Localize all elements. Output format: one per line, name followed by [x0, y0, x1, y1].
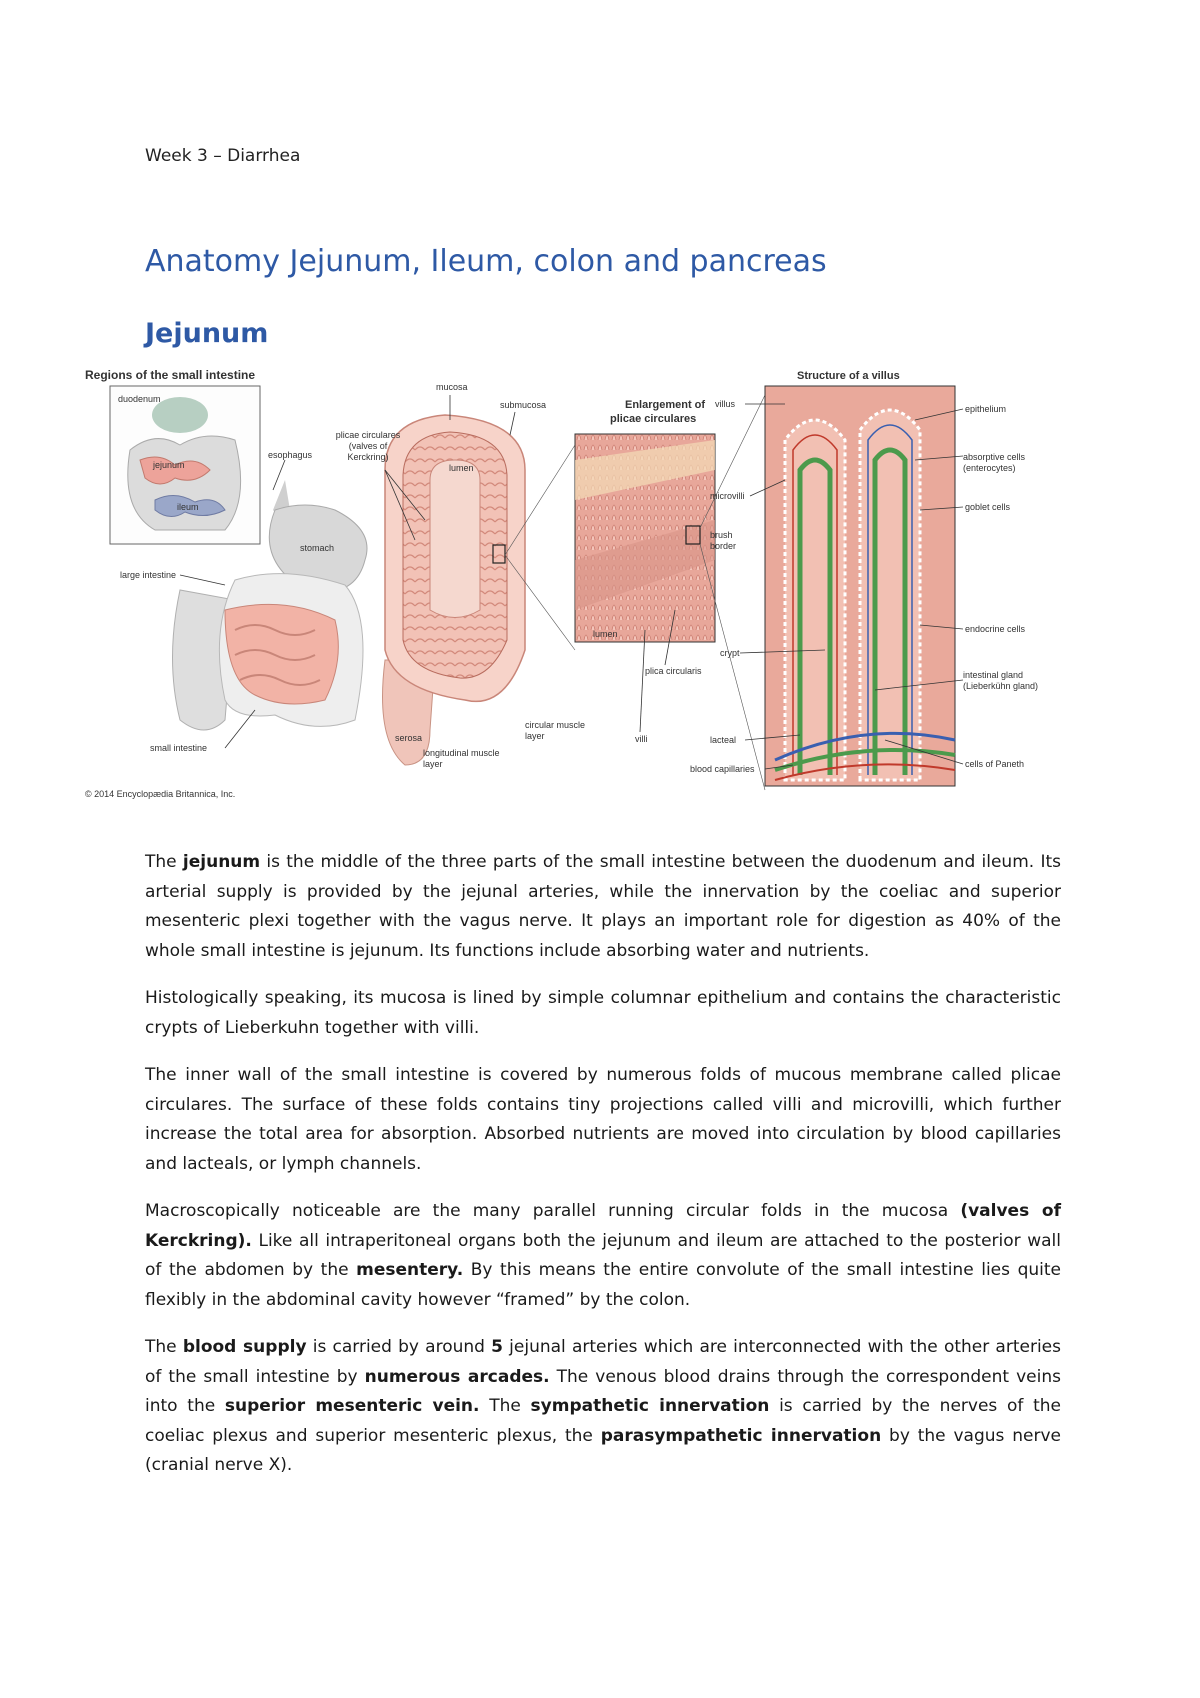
- label-crypt: crypt: [720, 648, 740, 658]
- paragraph-4: Macroscopically noticeable are the many parallel running circular folds in the mucosa (valves of Kerckring). Like all intraperitoneal organs both the jejunum and ileum are attached to the posterior wall of the abdomen by the mesentery. By this means the entire convolute of the small intestine lies quite flexibly in the abdominal cavity however “framed” by the colon.: [145, 1201, 1061, 1310]
- page-title: Anatomy Jejunum, Ileum, colon and pancreas: [145, 244, 827, 279]
- inset-label-jejunum: jejunum: [153, 460, 185, 470]
- label-absorptive-cells: absorptive cells (enterocytes): [963, 452, 1026, 473]
- label-plica-circularis: plica circularis: [645, 666, 702, 676]
- body-text: [145, 848, 1061, 1499]
- enlargement-title-line1: Enlargement of: [625, 399, 706, 411]
- label-esophagus: esophagus: [268, 450, 313, 460]
- paragraph-2: Histologically speaking, its mucosa is lined by simple columnar epithelium and contains the characteristic crypts of Lieberkuhn together with villi.: [145, 988, 1061, 1038]
- label-epithelium: epithelium: [965, 404, 1007, 414]
- label-microvilli: microvilli: [710, 491, 745, 501]
- label-longitudinal-muscle: longitudinal muscle layer: [423, 748, 500, 769]
- label-large-intestine: large intestine: [120, 570, 177, 580]
- regions-title: Regions of the small intestine: [85, 368, 256, 382]
- label-mucosa: mucosa: [436, 382, 468, 392]
- label-wall-lumen: lumen: [449, 463, 474, 473]
- label-enlargement-lumen: lumen: [593, 629, 618, 639]
- paragraph-5: The blood supply is carried by around 5 jejunal arteries which are interconnected with the other arteries of the small intestine by numerous arcades. The venous blood drains through the correspondent veins into the superior mesenteric vein. The sympathetic innervation is carried by the nerves of the coeliac plexus and superior mesenteric plexus, the parasympathetic innervation by the vagus nerve (cranial nerve X).: [145, 1337, 1061, 1475]
- paragraph-1: The jejunum is the middle of the three parts of the small intestine between the duodenum and ileum. Its arterial supply is provided by the jejunal arteries, while the innervation by the coeliac and superior mesenteric plexi together with the vagus nerve. It plays an important role for digestion as 40% of the whole small intestine is jejunum. Its functions include absorbing water and nutrients.: [145, 852, 1061, 961]
- inset-label-duodenum: duodenum: [118, 394, 161, 404]
- villus-title: Structure of a villus: [797, 370, 900, 382]
- enlargement-title-line2: plicae circulares: [610, 413, 697, 425]
- section-heading: Jejunum: [145, 318, 269, 349]
- label-endocrine-cells: endocrine cells: [965, 624, 1026, 634]
- label-brush-border: brush border: [710, 530, 737, 551]
- label-circular-muscle: circular muscle layer: [525, 720, 586, 741]
- label-cells-of-paneth: cells of Paneth: [965, 759, 1025, 769]
- header-line: Week 3 – Diarrhea: [145, 146, 301, 166]
- label-lacteal: lacteal: [710, 735, 737, 745]
- anatomy-figure: [85, 360, 1115, 800]
- label-small-intestine: small intestine: [150, 743, 208, 753]
- label-goblet-cells: goblet cells: [965, 502, 1011, 512]
- label-villi: villi: [635, 734, 648, 744]
- label-plicae-circulares: plicae circulares (valves of Kerckring): [335, 430, 401, 462]
- label-blood-capillaries: blood capillaries: [690, 764, 755, 774]
- label-villus: villus: [715, 399, 736, 409]
- label-serosa: serosa: [395, 733, 423, 743]
- anatomy-illustration: [85, 360, 1115, 800]
- figure-copyright: © 2014 Encyclopædia Britannica, Inc.: [85, 789, 236, 799]
- inset-label-ileum: ileum: [177, 502, 199, 512]
- label-submucosa: submucosa: [500, 400, 547, 410]
- label-stomach: stomach: [300, 543, 335, 553]
- paragraph-3: The inner wall of the small intestine is covered by numerous folds of mucous membrane called plicae circulares. The surface of these folds contains tiny projections called villi and microvilli, which further increase the total area for absorption. Absorbed nutrients are moved into circulation by blood capillaries and lacteals, or lymph channels.: [145, 1065, 1061, 1174]
- label-intestinal-gland: intestinal gland (Lieberkühn gland): [963, 670, 1039, 691]
